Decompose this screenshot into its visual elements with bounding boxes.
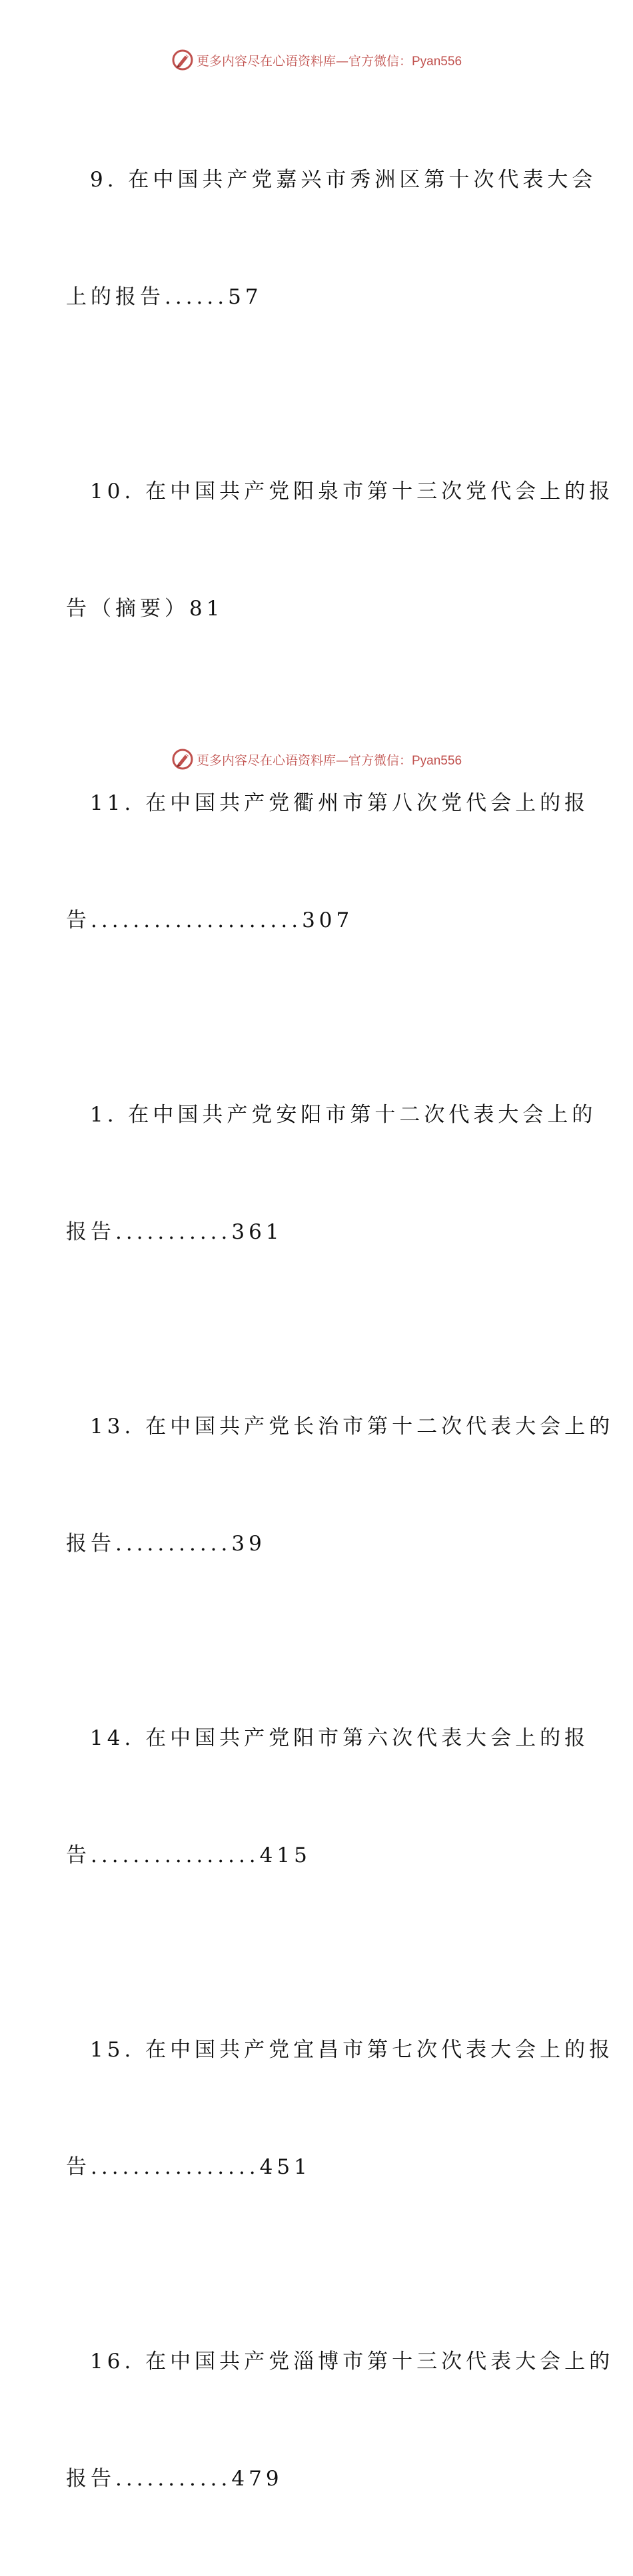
toc-entry-page: 告（摘要）81 xyxy=(66,596,224,621)
banner-text xyxy=(197,51,462,69)
banner-wechat-id: Pyan556 xyxy=(412,753,462,768)
banner-lead-text: 更多内容尽在心语资料库 xyxy=(196,753,336,768)
toc-entry-page: 上的报告......57 xyxy=(66,284,263,309)
toc-entry xyxy=(66,1018,599,1329)
banner-wechat-id: Pyan556 xyxy=(412,54,462,69)
toc-entry-title: 16. 在中国共产党淄博市第十三次代表大会上的 xyxy=(90,2350,614,2374)
pen-logo-icon xyxy=(171,49,194,71)
toc-entry-page: 报告...........39 xyxy=(66,1531,266,1556)
toc-entry-page: 告................415 xyxy=(66,1843,311,1867)
banner-dash: — xyxy=(335,753,348,768)
banner-wechat-label: 官方微信： xyxy=(348,53,412,69)
toc-entry xyxy=(66,1953,614,2264)
toc-entry-title: 10. 在中国共产党阳泉市第十三次党代会上的报 xyxy=(90,480,614,503)
banner-dash: — xyxy=(335,53,348,69)
toc-entry-title: 13. 在中国共产党长治市第十二次代表大会上的 xyxy=(90,1415,614,1439)
banner-text xyxy=(197,751,462,769)
header-banner xyxy=(0,47,633,73)
toc-entry-title: 1. 在中国共产党安阳市第十二次代表大会上的 xyxy=(90,1103,597,1127)
toc-entry xyxy=(66,1641,599,1953)
toc-entry-page: 报告...........479 xyxy=(66,2466,283,2491)
toc-entry-page: 报告...........361 xyxy=(66,1219,283,1244)
toc-entry xyxy=(66,2264,614,2576)
toc-entry-title: 15. 在中国共产党宜昌市第七次代表大会上的报 xyxy=(90,2038,614,2062)
toc-entry-title: 14. 在中国共产党阳市第六次代表大会上的报 xyxy=(90,1726,590,1750)
pen-logo-icon xyxy=(171,748,194,771)
banner-wechat-label: 官方微信： xyxy=(348,753,412,768)
toc-entry-title: 11. 在中国共产党衢州市第八次党代会上的报 xyxy=(90,791,590,815)
toc-entry-page: 告................451 xyxy=(66,2154,311,2179)
toc-entry xyxy=(66,1329,614,1641)
banner-lead-text: 更多内容尽在心语资料库 xyxy=(196,53,336,69)
footer-banner xyxy=(0,746,633,773)
table-of-contents xyxy=(66,83,614,2576)
toc-entry-title: 9. 在中国共产党嘉兴市秀洲区第十次代表大会 xyxy=(90,168,597,192)
toc-entry xyxy=(66,83,599,394)
toc-entry-page: 告....................307 xyxy=(66,908,354,932)
toc-entry xyxy=(66,394,614,706)
